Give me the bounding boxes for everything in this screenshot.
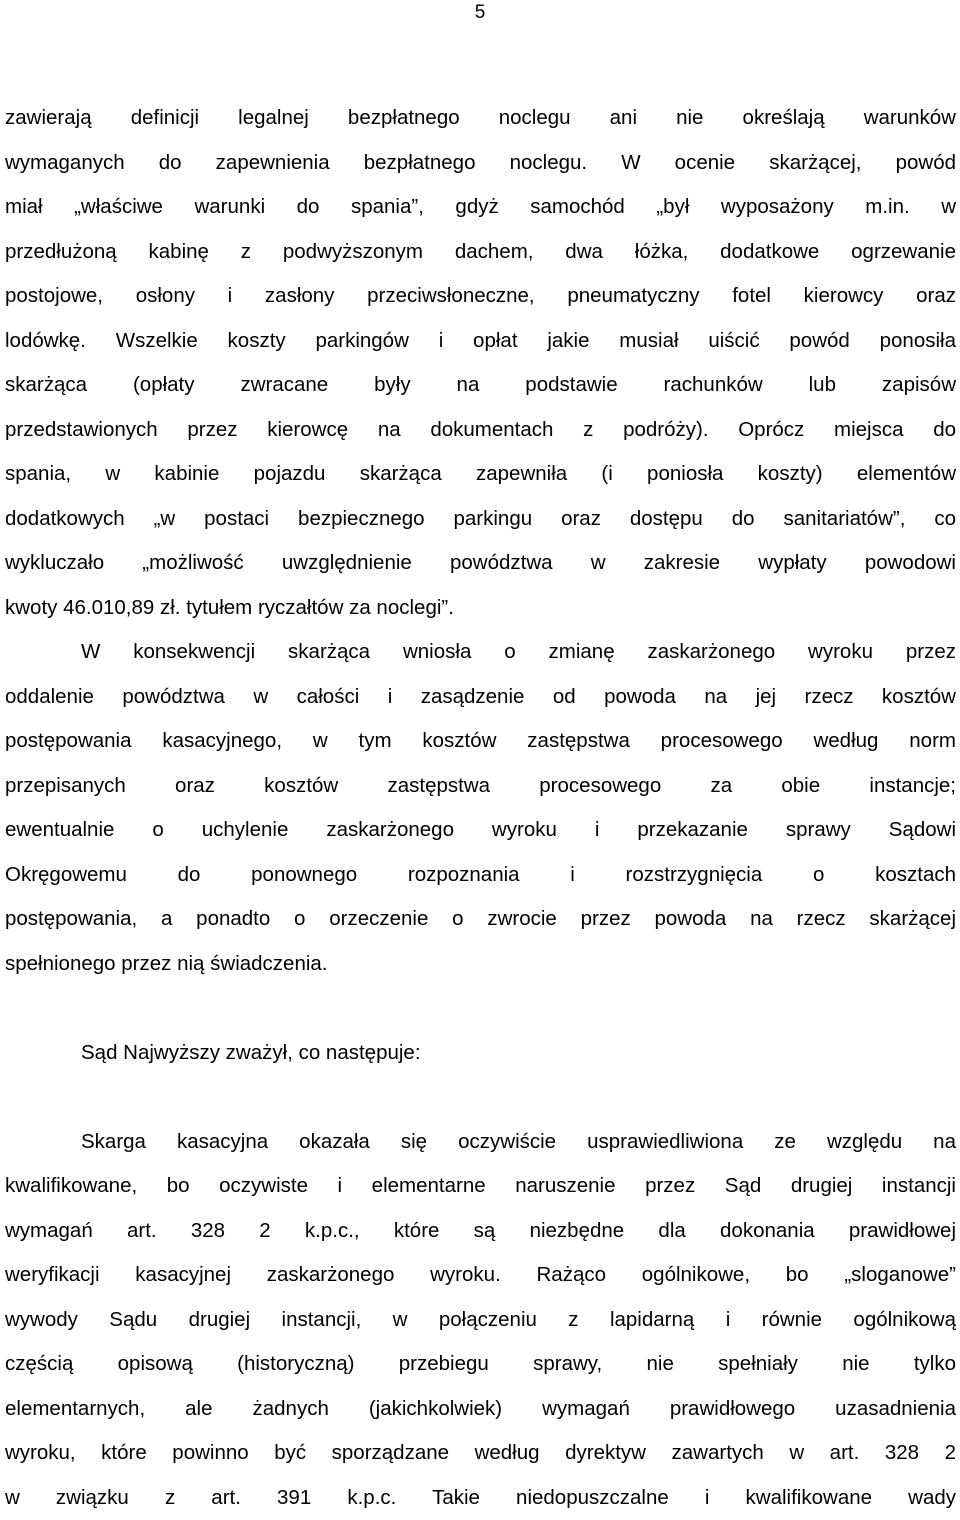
text-line: przedłużoną kabinę z podwyższonym dachem, dwa łóżka, dodatkowe ogrzewanie	[5, 230, 956, 275]
text-line: postępowania kasacyjnego, w tym kosztów zastępstwa procesowego według norm	[5, 719, 956, 764]
paragraph-spacer	[5, 1075, 956, 1120]
text-line: miał „właściwe warunki do spania”, gdyż samochód „był wyposażony m.in. w	[5, 185, 956, 230]
text-line: przepisanych oraz kosztów zastępstwa procesowego za obie instancje;	[5, 764, 956, 809]
section-heading	[5, 1031, 956, 1076]
text-line: kwalifikowane, bo oczywiste i elementarne naruszenie przez Sąd drugiej instancji	[5, 1164, 956, 1209]
text-line: weryfikacji kasacyjnej zaskarżonego wyroku. Rażąco ogólnikowe, bo „sloganowe”	[5, 1253, 956, 1298]
text-line: elementarnych, ale żadnych (jakichkolwiek) wymagań prawidłowego uzasadnienia	[5, 1387, 956, 1432]
text-line: W konsekwencji skarżąca wniosła o zmianę zaskarżonego wyroku przez	[5, 630, 956, 675]
text-line: Okręgowemu do ponownego rozpoznania i rozstrzygnięcia o kosztach	[5, 853, 956, 898]
text-line: spania, w kabinie pojazdu skarżąca zapewniła (i poniosła koszty) elementów	[5, 452, 956, 497]
page-number: 5	[0, 2, 960, 24]
text-line: w związku z art. 391 k.p.c. Takie niedopuszczalne i kwalifikowane wady	[5, 1476, 956, 1520]
text-line: kwoty 46.010,89 zł. tytułem ryczałtów za noclegi”.	[5, 586, 956, 631]
text-line: oddalenie powództwa w całości i zasądzenie od powoda na jej rzecz kosztów	[5, 675, 956, 720]
text-line: częścią opisową (historyczną) przebiegu sprawy, nie spełniały nie tylko	[5, 1342, 956, 1387]
text-line: postępowania, a ponadto o orzeczenie o zwrocie przez powoda na rzecz skarżącej	[5, 897, 956, 942]
paragraph-appeal-request	[5, 630, 956, 986]
document-body	[5, 96, 956, 1520]
paragraph-reasoning	[5, 1120, 956, 1520]
text-line: postojowe, osłony i zasłony przeciwsłoneczne, pneumatyczny fotel kierowcy oraz	[5, 274, 956, 319]
text-line: wykluczało „możliwość uwzględnienie powództwa w zakresie wypłaty powodowi	[5, 541, 956, 586]
text-line: wywody Sądu drugiej instancji, w połączeniu z lapidarną i równie ogólnikową	[5, 1298, 956, 1343]
paragraph-claims	[5, 96, 956, 630]
text-line: zawierają definicji legalnej bezpłatnego noclegu ani nie określają warunków	[5, 96, 956, 141]
text-line: skarżąca (opłaty zwracane były na podstawie rachunków lub zapisów	[5, 363, 956, 408]
text-line: wymagań art. 328 2 k.p.c., które są niezbędne dla dokonania prawidłowej	[5, 1209, 956, 1254]
text-line: wyroku, które powinno być sporządzane według dyrektyw zawartych w art. 328 2	[5, 1431, 956, 1476]
text-line: Skarga kasacyjna okazała się oczywiście usprawiedliwiona ze względu na	[5, 1120, 956, 1165]
text-line: wymaganych do zapewnienia bezpłatnego noclegu. W ocenie skarżącej, powód	[5, 141, 956, 186]
text-line: przedstawionych przez kierowcę na dokumentach z podróży). Oprócz miejsca do	[5, 408, 956, 453]
text-line: ewentualnie o uchylenie zaskarżonego wyroku i przekazanie sprawy Sądowi	[5, 808, 956, 853]
text-line: dodatkowych „w postaci bezpiecznego parkingu oraz dostępu do sanitariatów”, co	[5, 497, 956, 542]
paragraph-spacer	[5, 986, 956, 1031]
text-line: spełnionego przez nią świadczenia.	[5, 942, 956, 987]
text-line: lodówkę. Wszelkie koszty parkingów i opłat jakie musiał uiścić powód ponosiła	[5, 319, 956, 364]
section-heading-text: Sąd Najwyższy zważył, co następuje:	[5, 1031, 956, 1076]
